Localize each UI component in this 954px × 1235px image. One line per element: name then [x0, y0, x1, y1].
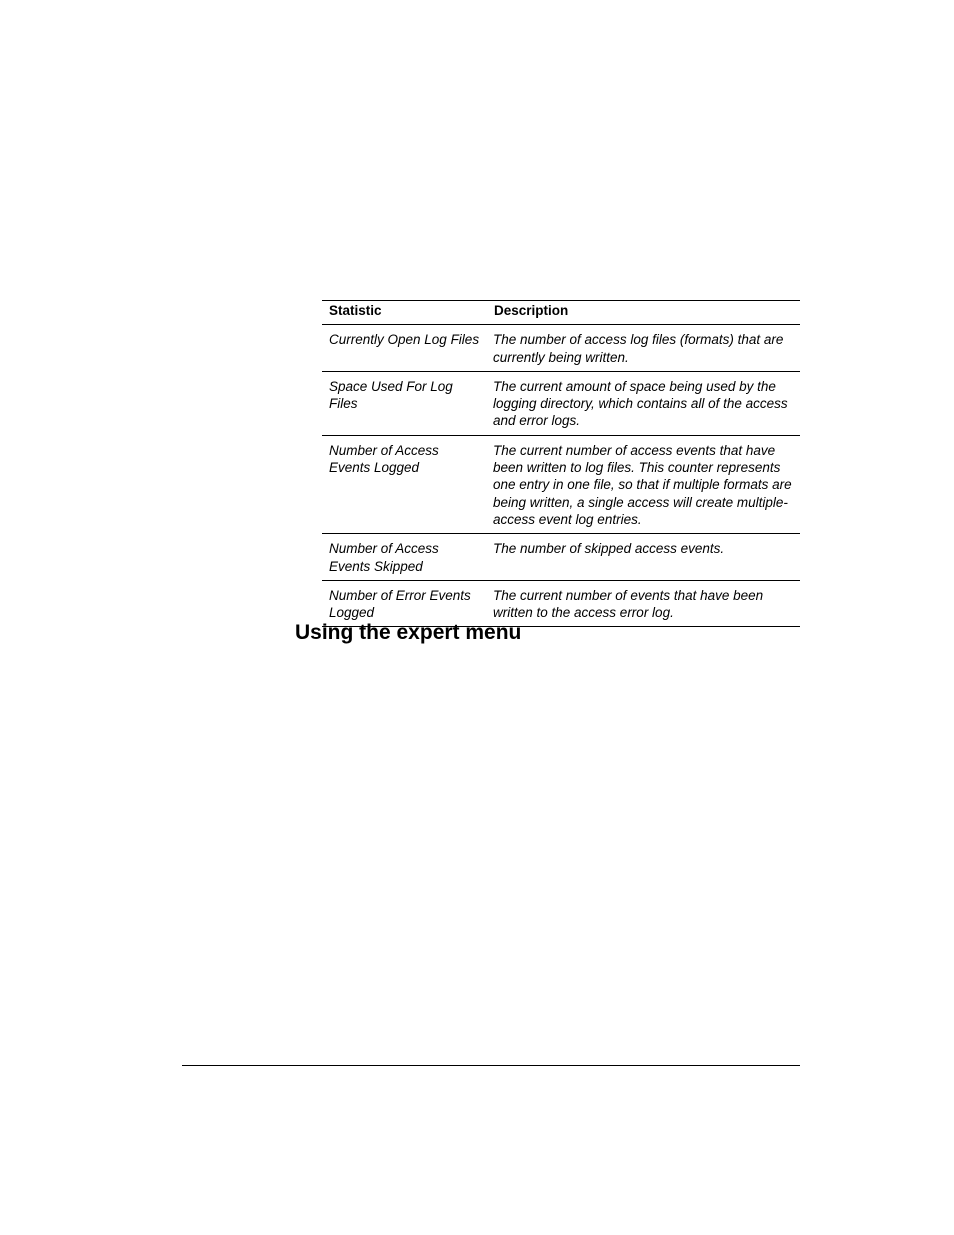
table-row — [322, 435, 800, 533]
description-cell: The number of skipped access events. — [493, 541, 725, 557]
table-row — [322, 534, 800, 581]
column-header-statistic: Statistic — [329, 303, 382, 318]
statistic-cell: Number of Access Events Logged — [329, 442, 439, 476]
statistic-cell: Space Used For Log Files — [329, 378, 453, 412]
statistic-cell: Number of Access Events Skipped — [329, 541, 439, 574]
table-row — [322, 325, 800, 372]
description-cell: The number of access log files (formats) that are currently being written. — [493, 332, 784, 365]
statistic-cell: Currently Open Log Files — [329, 332, 480, 348]
footer-divider — [182, 1065, 800, 1066]
table-row — [322, 371, 800, 435]
description-cell: The current number of access events that have been written to log files. This counter represents one entry in one file, so that if multiple formats are being written, a single access will create multiple-access event log entries. — [493, 442, 792, 527]
log-statistics-table — [322, 300, 800, 627]
description-cell: The current number of events that have been written to the access error log. — [493, 587, 764, 621]
section-heading: Using the expert menu — [295, 621, 522, 644]
column-header-description: Description — [494, 303, 569, 318]
description-cell: The current amount of space being used by the logging directory, which contains all of the access and error logs. — [493, 378, 788, 429]
table-header-row — [322, 301, 800, 325]
statistic-cell: Number of Error Events Logged — [329, 587, 471, 621]
